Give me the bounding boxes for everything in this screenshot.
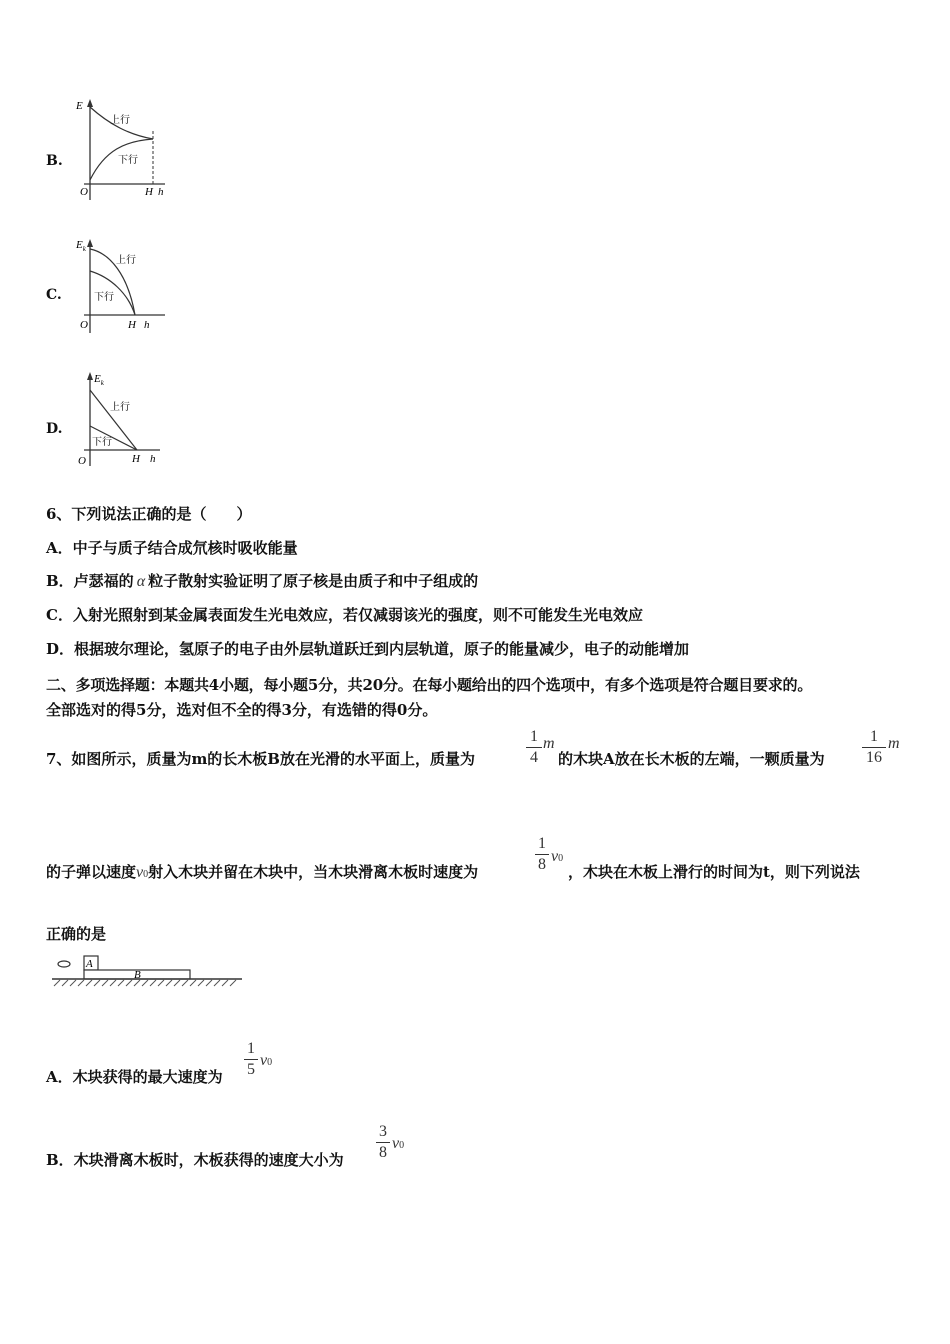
fraction-quarter	[526, 728, 542, 767]
frac-num: 1	[530, 728, 538, 745]
option-a-fraction	[244, 1040, 258, 1079]
q6-option-d: D．根据玻尔理论，氢原子的电子由外层轨道跃迁到内层轨道，原子的能量减少，电子的动能增加	[46, 640, 690, 658]
frac-den: 16	[866, 749, 882, 766]
q6-option-b-pre: B．卢瑟福的	[46, 572, 134, 590]
graph-b	[70, 95, 180, 207]
graph-d	[70, 368, 180, 473]
axis-y-label: $E_k$	[94, 373, 104, 387]
q7-line2-a: 的子弹以速度	[46, 863, 137, 881]
y-axis-arrow	[87, 99, 93, 107]
q7-line2-c: ，木块在木板上滑行的时间为t，则下列说法	[568, 863, 860, 881]
curve-up-label: 上行	[110, 115, 130, 126]
q7-line3: 正确的是	[46, 925, 107, 943]
frac-den: 8	[538, 856, 546, 873]
q7-line1-a: 7、如图所示，质量为m的长木板B放在光滑的水平面上，质量为	[46, 750, 475, 768]
curve-up-label: 上行	[116, 255, 136, 266]
mass-var-2: m	[888, 735, 900, 752]
option-c-label: C.	[46, 287, 62, 303]
q7-figure	[50, 950, 250, 992]
q7-line1-b: 的木块A放在长木板的左端，一颗质量为	[558, 750, 825, 768]
y-axis-arrow	[87, 372, 93, 380]
origin-label: O	[80, 186, 88, 198]
velocity-v0-frac: v0	[551, 848, 564, 865]
axis-y-label: E	[76, 100, 83, 112]
section-2-line1: 二、多项选择题：本题共4小题，每小题5分，共20分。在每小题给出的四个选项中，有多个选项是符合题目要求的。	[46, 676, 813, 694]
h-mark-label: H	[145, 186, 153, 198]
fraction-sixteenth	[862, 728, 886, 767]
origin-label: O	[78, 455, 86, 467]
curve-down-label: 下行	[92, 437, 112, 448]
q7-line2	[46, 861, 478, 882]
frac-den: 5	[247, 1061, 255, 1078]
option-b-fraction	[376, 1123, 390, 1162]
mass-var-1: m	[543, 735, 555, 752]
h-mark-label: H	[132, 453, 140, 465]
axis-x-label: h	[158, 186, 164, 198]
frac-num: 1	[538, 835, 546, 852]
option-d-label: D.	[46, 421, 63, 437]
axis-y-label: $E_k$	[76, 239, 86, 253]
y-axis-arrow	[87, 239, 93, 247]
q7-option-a: A．木块获得的最大速度为	[46, 1068, 223, 1086]
origin-label: O	[80, 319, 88, 331]
option-b-label: B.	[46, 153, 63, 169]
curve-up-label: 上行	[110, 402, 130, 413]
velocity-v0: v0	[136, 864, 149, 881]
h-mark-label: H	[128, 319, 136, 331]
option-a-velocity: v0	[260, 1052, 273, 1069]
q6-option-c: C．入射光照射到某金属表面发生光电效应，若仅减弱该光的强度，则不可能发生光电效应	[46, 606, 643, 624]
q7-option-b: B．木块滑离木板时，木板获得的速度大小为	[46, 1151, 344, 1169]
frac-num: 1	[247, 1040, 255, 1057]
frac-den: 4	[530, 749, 538, 766]
curve-down-label: 下行	[118, 155, 138, 166]
q7-line2-b: 射入木块并留在木块中，当木块滑离木板时速度为	[148, 863, 479, 881]
board-b-label: B	[134, 969, 141, 981]
q6-stem: 6、下列说法正确的是（ ）	[46, 505, 252, 523]
frac-den: 8	[379, 1144, 387, 1161]
graph-c	[70, 235, 180, 340]
section-2-line2: 全部选对的得5分，选对但不全的得3分，有选错的得0分。	[46, 701, 438, 719]
option-b-velocity: v0	[392, 1135, 405, 1152]
axis-x-label: h	[144, 319, 150, 331]
q6-option-a: A．中子与质子结合成氘核时吸收能量	[46, 539, 298, 557]
axis-x-label: h	[150, 453, 156, 465]
ground-hatching	[54, 980, 236, 986]
q6-option-b-post: 粒子散射实验证明了原子核是由质子和中子组成的	[148, 572, 479, 590]
curve-down-label: 下行	[94, 292, 114, 303]
frac-num: 1	[870, 728, 878, 745]
frac-num: 3	[379, 1123, 387, 1140]
fraction-eighth	[535, 835, 549, 874]
bullet-icon	[58, 961, 70, 967]
alpha-symbol: α	[136, 573, 146, 590]
q6-option-b	[46, 570, 478, 591]
block-a-label: A	[86, 958, 93, 970]
